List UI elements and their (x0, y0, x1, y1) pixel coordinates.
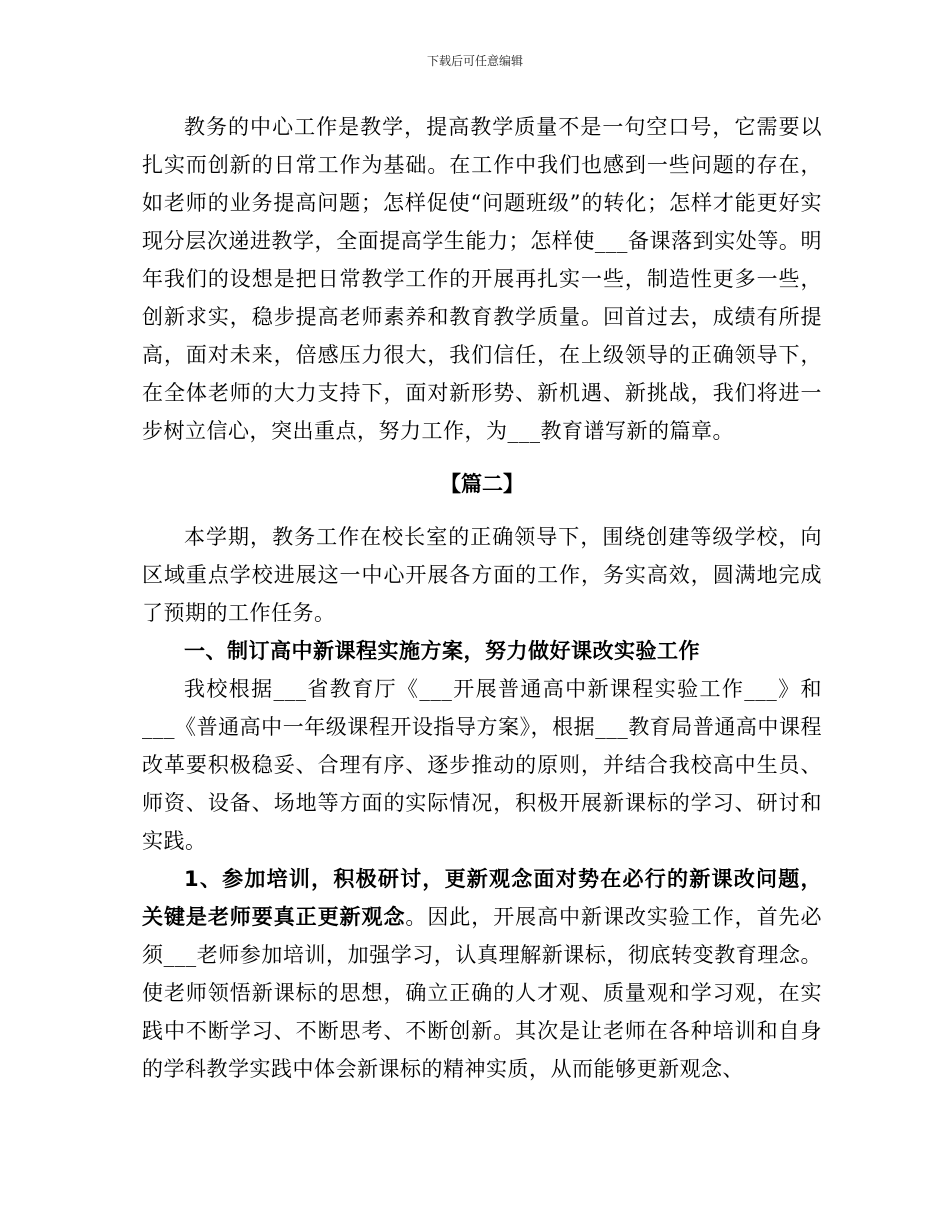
document-body (142, 108, 822, 1088)
paragraph-intro: 本学期，教务工作在校长室的正确领导下，围绕创建等级学校，向区域重点学校进展这一中心开展各方面的工作，务实高效，圆满地完成了预期的工作任务。 (142, 525, 822, 625)
paragraph-training-body: 。因此，开展高中新课改实验工作，首先必须___老师参加培训，加强学习，认真理解新课标，彻底转变教育理念。使老师领悟新课标的思想，确立正确的人才观、质量观和学习观，在实践中不断学习、不断思考、不断创新。其次是让老师在各种培训和自身的学科教学实践中体会新课标的精神实质，从而能够更新观念、 (142, 905, 823, 1081)
paragraph-training-lead: 1、参加培训，积极研讨，更新观念面对势在必行的新课改问题，关键是老师要真正更新观念 (142, 867, 822, 929)
paragraph-training (142, 860, 822, 1088)
section-heading: 一、制订高中新课程实施方案，努力做好课改实验工作 (184, 639, 700, 663)
paragraph-basis: 我校根据___省教育厅《___开展普通高中新课程实验工作___》和___《普通高中一年级课程开设指导方案》，根据___教育局普通高中课程改革要积极稳妥、合理有序、逐步推动的原则，并结合我校高中生员、师资、设备、场地等方面的实际情况，积极开展新课标的学习、研讨和实践。 (142, 677, 822, 853)
paragraph-summary: 教务的中心工作是教学，提高教学质量不是一句空口号，它需要以扎实而创新的日常工作为基础。在工作中我们也感到一些问题的存在，如老师的业务提高问题；怎样促使“问题班级”的转化；怎样才能更好实现分层次递进教学，全面提高学生能力；怎样使___备课落到实处等。明年我们的设想是把日常教学工作的开展再扎实一些，制造性更多一些，创新求实，稳步提高老师素养和教育教学质量。回首过去，成绩有所提高，面对未来，倍感压力很大，我们信任，在上级领导的正确领导下，在全体老师的大力支持下，面对新形势、新机遇、新挑战，我们将进一步树立信心，突出重点，努力工作，为___教育谱写新的篇章。 (142, 115, 822, 443)
page-header: 下载后可任意编辑 (426, 54, 523, 68)
section-title: 【篇二】 (440, 472, 524, 496)
